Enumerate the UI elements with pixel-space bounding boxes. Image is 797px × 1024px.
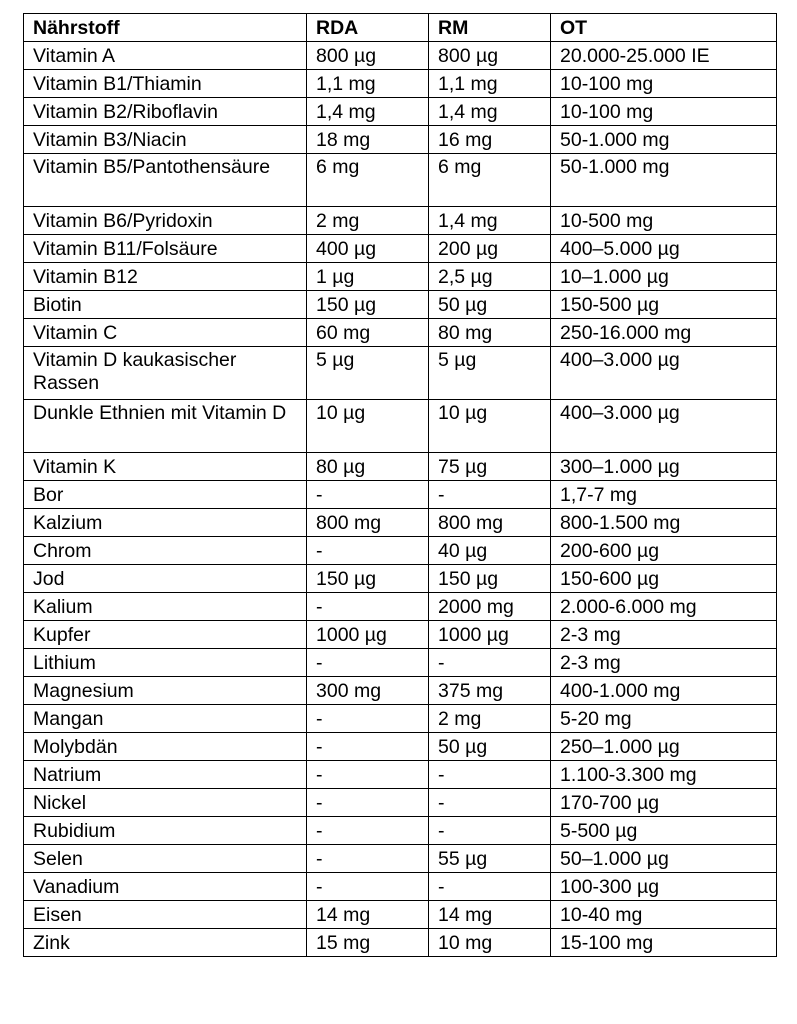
header-ot: OT [551,14,777,42]
cell-rm: 40 µg [429,537,551,565]
cell-rm: 14 mg [429,901,551,929]
table-row [24,649,777,677]
cell-rda: - [307,873,429,901]
table-row [24,207,777,235]
cell-naehrstoff: Bor [24,481,307,509]
cell-naehrstoff: Vitamin B12 [24,263,307,291]
cell-rm: - [429,481,551,509]
cell-rm: - [429,817,551,845]
cell-rda: 1000 µg [307,621,429,649]
cell-rm: 1,1 mg [429,70,551,98]
cell-ot: 2-3 mg [551,649,777,677]
table-row [24,400,777,453]
cell-rda: 18 mg [307,126,429,154]
cell-rm: 800 mg [429,509,551,537]
table-row [24,621,777,649]
cell-rda: 1,1 mg [307,70,429,98]
cell-rm: - [429,873,551,901]
cell-naehrstoff: Kupfer [24,621,307,649]
cell-naehrstoff: Nickel [24,789,307,817]
table-row [24,453,777,481]
cell-rda: - [307,481,429,509]
cell-rda: 800 µg [307,42,429,70]
table-row [24,154,777,207]
table-row [24,126,777,154]
cell-rda: 1,4 mg [307,98,429,126]
cell-ot: 10-40 mg [551,901,777,929]
cell-ot: 100-300 µg [551,873,777,901]
cell-rda: 60 mg [307,319,429,347]
header-naehrstoff: Nährstoff [24,14,307,42]
cell-rda: - [307,845,429,873]
cell-rda: 150 µg [307,291,429,319]
cell-ot: 10–1.000 µg [551,263,777,291]
cell-ot: 400–3.000 µg [551,400,777,453]
cell-rda: - [307,817,429,845]
cell-ot: 10-100 mg [551,70,777,98]
cell-ot: 2-3 mg [551,621,777,649]
header-rda: RDA [307,14,429,42]
cell-naehrstoff: Zink [24,929,307,957]
cell-naehrstoff: Lithium [24,649,307,677]
cell-rm: 150 µg [429,565,551,593]
cell-rda: - [307,593,429,621]
cell-rda: 10 µg [307,400,429,453]
cell-naehrstoff: Mangan [24,705,307,733]
cell-rda: 80 µg [307,453,429,481]
cell-rm: 10 µg [429,400,551,453]
table-row [24,761,777,789]
nutrient-table [23,13,777,957]
table-row [24,593,777,621]
table-row [24,537,777,565]
cell-naehrstoff: Vitamin B6/Pyridoxin [24,207,307,235]
cell-rm: 50 µg [429,291,551,319]
cell-ot: 50-1.000 mg [551,154,777,207]
cell-naehrstoff: Magnesium [24,677,307,705]
cell-rda: 1 µg [307,263,429,291]
cell-naehrstoff: Vitamin B1/Thiamin [24,70,307,98]
cell-rm: 375 mg [429,677,551,705]
cell-ot: 50-1.000 mg [551,126,777,154]
cell-ot: 1.100-3.300 mg [551,761,777,789]
table-row [24,677,777,705]
cell-naehrstoff: Vitamin C [24,319,307,347]
cell-rm: - [429,649,551,677]
table-row [24,789,777,817]
table-row [24,70,777,98]
table-row [24,845,777,873]
table-row [24,705,777,733]
table-row [24,929,777,957]
cell-rm: 1000 µg [429,621,551,649]
table-row [24,263,777,291]
cell-ot: 10-100 mg [551,98,777,126]
cell-rda: 14 mg [307,901,429,929]
cell-rm: - [429,761,551,789]
cell-ot: 200-600 µg [551,537,777,565]
cell-naehrstoff: Vitamin B5/Pantothensäure [24,154,307,207]
table-row [24,509,777,537]
table-row [24,481,777,509]
cell-rda: - [307,537,429,565]
cell-ot: 5-20 mg [551,705,777,733]
nutrient-table-container [23,13,777,957]
cell-ot: 15-100 mg [551,929,777,957]
table-row [24,235,777,263]
cell-rda: - [307,733,429,761]
cell-ot: 800-1.500 mg [551,509,777,537]
cell-ot: 2.000-6.000 mg [551,593,777,621]
table-row [24,733,777,761]
cell-ot: 150-600 µg [551,565,777,593]
cell-rm: - [429,789,551,817]
cell-rm: 2 mg [429,705,551,733]
cell-rm: 1,4 mg [429,98,551,126]
cell-ot: 150-500 µg [551,291,777,319]
cell-rda: - [307,649,429,677]
cell-naehrstoff: Kalzium [24,509,307,537]
table-row [24,98,777,126]
cell-rda: 300 mg [307,677,429,705]
table-row [24,42,777,70]
cell-naehrstoff: Vitamin K [24,453,307,481]
cell-rm: 16 mg [429,126,551,154]
cell-naehrstoff: Vanadium [24,873,307,901]
table-header-row [24,14,777,42]
table-row [24,873,777,901]
cell-rda: - [307,789,429,817]
cell-naehrstoff: Vitamin D kaukasischer Rassen [24,347,307,400]
cell-rm: 2000 mg [429,593,551,621]
cell-rm: 5 µg [429,347,551,400]
cell-rm: 200 µg [429,235,551,263]
cell-naehrstoff: Vitamin B11/Folsäure [24,235,307,263]
table-row [24,291,777,319]
table-row [24,565,777,593]
cell-rda: 400 µg [307,235,429,263]
cell-naehrstoff: Eisen [24,901,307,929]
cell-rda: 2 mg [307,207,429,235]
cell-naehrstoff: Vitamin B3/Niacin [24,126,307,154]
table-row [24,817,777,845]
cell-rm: 10 mg [429,929,551,957]
cell-naehrstoff: Molybdän [24,733,307,761]
cell-ot: 170-700 µg [551,789,777,817]
cell-ot: 10-500 mg [551,207,777,235]
cell-ot: 20.000-25.000 IE [551,42,777,70]
cell-ot: 400–5.000 µg [551,235,777,263]
cell-naehrstoff: Jod [24,565,307,593]
cell-naehrstoff: Natrium [24,761,307,789]
cell-ot: 250-16.000 mg [551,319,777,347]
cell-naehrstoff: Vitamin A [24,42,307,70]
cell-rm: 1,4 mg [429,207,551,235]
cell-rm: 50 µg [429,733,551,761]
cell-rm: 6 mg [429,154,551,207]
cell-rm: 80 mg [429,319,551,347]
cell-naehrstoff: Chrom [24,537,307,565]
cell-rm: 2,5 µg [429,263,551,291]
cell-rda: 800 mg [307,509,429,537]
cell-ot: 50–1.000 µg [551,845,777,873]
cell-naehrstoff: Kalium [24,593,307,621]
cell-ot: 400-1.000 mg [551,677,777,705]
cell-rda: 150 µg [307,565,429,593]
cell-rda: 15 mg [307,929,429,957]
cell-naehrstoff: Biotin [24,291,307,319]
table-row [24,347,777,400]
cell-ot: 5-500 µg [551,817,777,845]
cell-naehrstoff: Selen [24,845,307,873]
cell-rda: - [307,705,429,733]
cell-naehrstoff: Rubidium [24,817,307,845]
cell-rda: 6 mg [307,154,429,207]
cell-rda: 5 µg [307,347,429,400]
cell-rda: - [307,761,429,789]
cell-ot: 250–1.000 µg [551,733,777,761]
cell-naehrstoff: Dunkle Ethnien mit Vitamin D [24,400,307,453]
cell-ot: 300–1.000 µg [551,453,777,481]
cell-rm: 800 µg [429,42,551,70]
cell-rm: 75 µg [429,453,551,481]
cell-naehrstoff: Vitamin B2/Riboflavin [24,98,307,126]
header-rm: RM [429,14,551,42]
table-body [24,42,777,957]
cell-rm: 55 µg [429,845,551,873]
table-row [24,901,777,929]
cell-ot: 1,7-7 mg [551,481,777,509]
table-row [24,319,777,347]
cell-ot: 400–3.000 µg [551,347,777,400]
